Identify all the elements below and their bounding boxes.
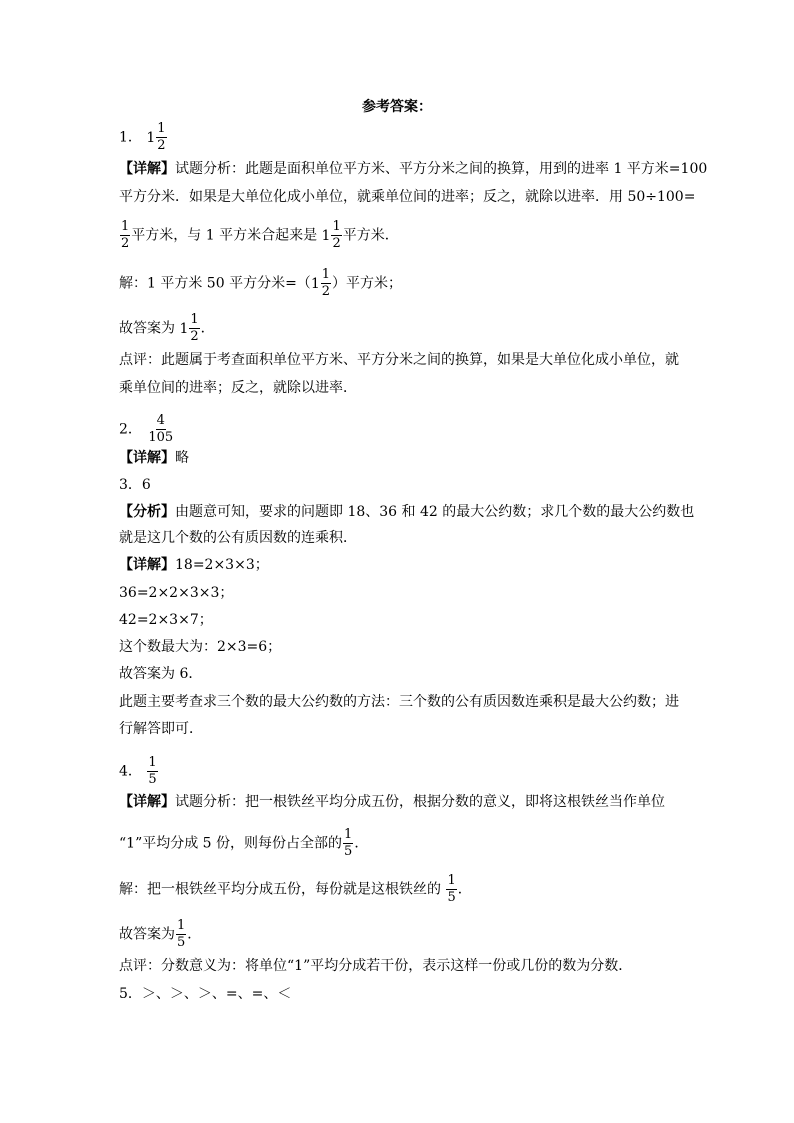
question-number: 2．	[119, 421, 142, 438]
q1-comment-line-1: 点评：此题属于考查面积单位平方米、平方分米之间的换算，如果是大单位化成小单位，就	[119, 352, 679, 368]
q5-answer-line: 5．＞、＞、＞、=、=、＜	[119, 986, 292, 1002]
q1-detail-line-3: $\frac{1}{2}$ 平方米，与 1 平方米合起来是 1 $\frac{1}{2}$ 平方米．	[121, 219, 399, 251]
analysis-tag: 【分析】	[119, 504, 175, 520]
q4-answer-statement: 故答案为 $\frac{1}{5}$ ．	[119, 918, 202, 950]
fraction: $\frac{1}{5}$	[447, 873, 456, 905]
q3-detail-line-1: 【详解】18=2×3×3；	[119, 557, 269, 573]
q1-answer-line	[119, 122, 168, 153]
q2-detail-line: 【详解】略	[119, 450, 189, 466]
q3-detail-line-2: 36=2×2×3×3；	[119, 585, 234, 601]
q1-detail-line-1: 【详解】试题分析：此题是面积单位平方米、平方分米之间的换算，用到的进率 1 平方米=100	[119, 161, 708, 177]
question-number: 5．	[119, 986, 142, 1002]
detail-tag: 【详解】	[119, 161, 175, 177]
fraction: $\frac{1}{5}$	[148, 755, 157, 787]
detail-tag: 【详解】	[119, 450, 175, 466]
q3-detail-line-4: 这个数最大为：2×3=6；	[119, 639, 282, 655]
q4-comment-line: 点评：分数意义为：将单位“1”平均分成若干份，表示这样一份或几份的数为分数．	[119, 958, 633, 974]
q2-answer-line	[119, 414, 175, 445]
q3-detail-line-3: 42=2×3×7；	[119, 612, 213, 628]
q1-solution-line: 解：1 平方米 50 平方分米=（1 $\frac{1}{2}$ ）平方米；	[119, 267, 403, 299]
q3-analysis-line-1: 【分析】由题意可知，要求的问题即 18、36 和 42 的最大公约数；求几个数的最大公约数也	[119, 504, 695, 520]
q1-answer-statement: 故答案为 1 $\frac{1}{2}$ ．	[119, 312, 215, 344]
q4-detail-line-1: 【详解】试题分析：把一根铁丝平均分成五份，根据分数的意义，即将这根铁丝当作单位	[119, 794, 665, 810]
mixed-number: 1 $\frac{1}{2}$	[310, 267, 331, 299]
q3-summary-line-1: 此题主要考查求三个数的最大公约数的方法：三个数的公有质因数连乘积是最大公约数；进	[119, 694, 679, 710]
q4-answer-line	[119, 756, 159, 787]
q3-summary-line-2: 行解答即可．	[119, 721, 203, 737]
q1-detail-line-2: 平方分米．如果是大单位化成小单位，就乘单位间的进率；反之，就除以进率．用 50÷100=	[119, 189, 696, 205]
mixed-number: 1 $\frac{1}{2}$	[146, 121, 166, 153]
q3-answer-line: 3．6	[119, 477, 151, 493]
detail-tag: 【详解】	[119, 794, 175, 810]
question-number: 1．	[119, 129, 142, 146]
detail-tag: 【详解】	[119, 557, 175, 573]
q4-detail-line-2: “1”平均分成 5 份，则每份占全部的 $\frac{1}{5}$ ．	[119, 827, 369, 859]
mixed-number: 1 $\frac{1}{2}$	[321, 219, 341, 251]
question-number: 4．	[119, 763, 142, 780]
fraction: $\frac{1}{5}$	[344, 827, 353, 859]
fraction: $\frac{4}{105}$	[148, 413, 174, 445]
q4-solution-line: 解：把一根铁丝平均分成五份，每份就是这根铁丝的 $\frac{1}{5}$ ．	[119, 873, 472, 905]
fraction: $\frac{1}{2}$	[121, 219, 130, 251]
question-number: 3．	[119, 477, 142, 493]
q1-comment-line-2: 乘单位间的进率；反之，就除以进率．	[119, 380, 357, 396]
q3-analysis-line-2: 就是这几个数的公有质因数的连乘积．	[119, 530, 357, 546]
q3-detail-line-5: 故答案为 6．	[119, 666, 203, 682]
mixed-number: 1 $\frac{1}{2}$	[179, 312, 199, 344]
page-title: 参考答案：	[362, 99, 432, 115]
fraction: $\frac{1}{5}$	[177, 918, 186, 950]
